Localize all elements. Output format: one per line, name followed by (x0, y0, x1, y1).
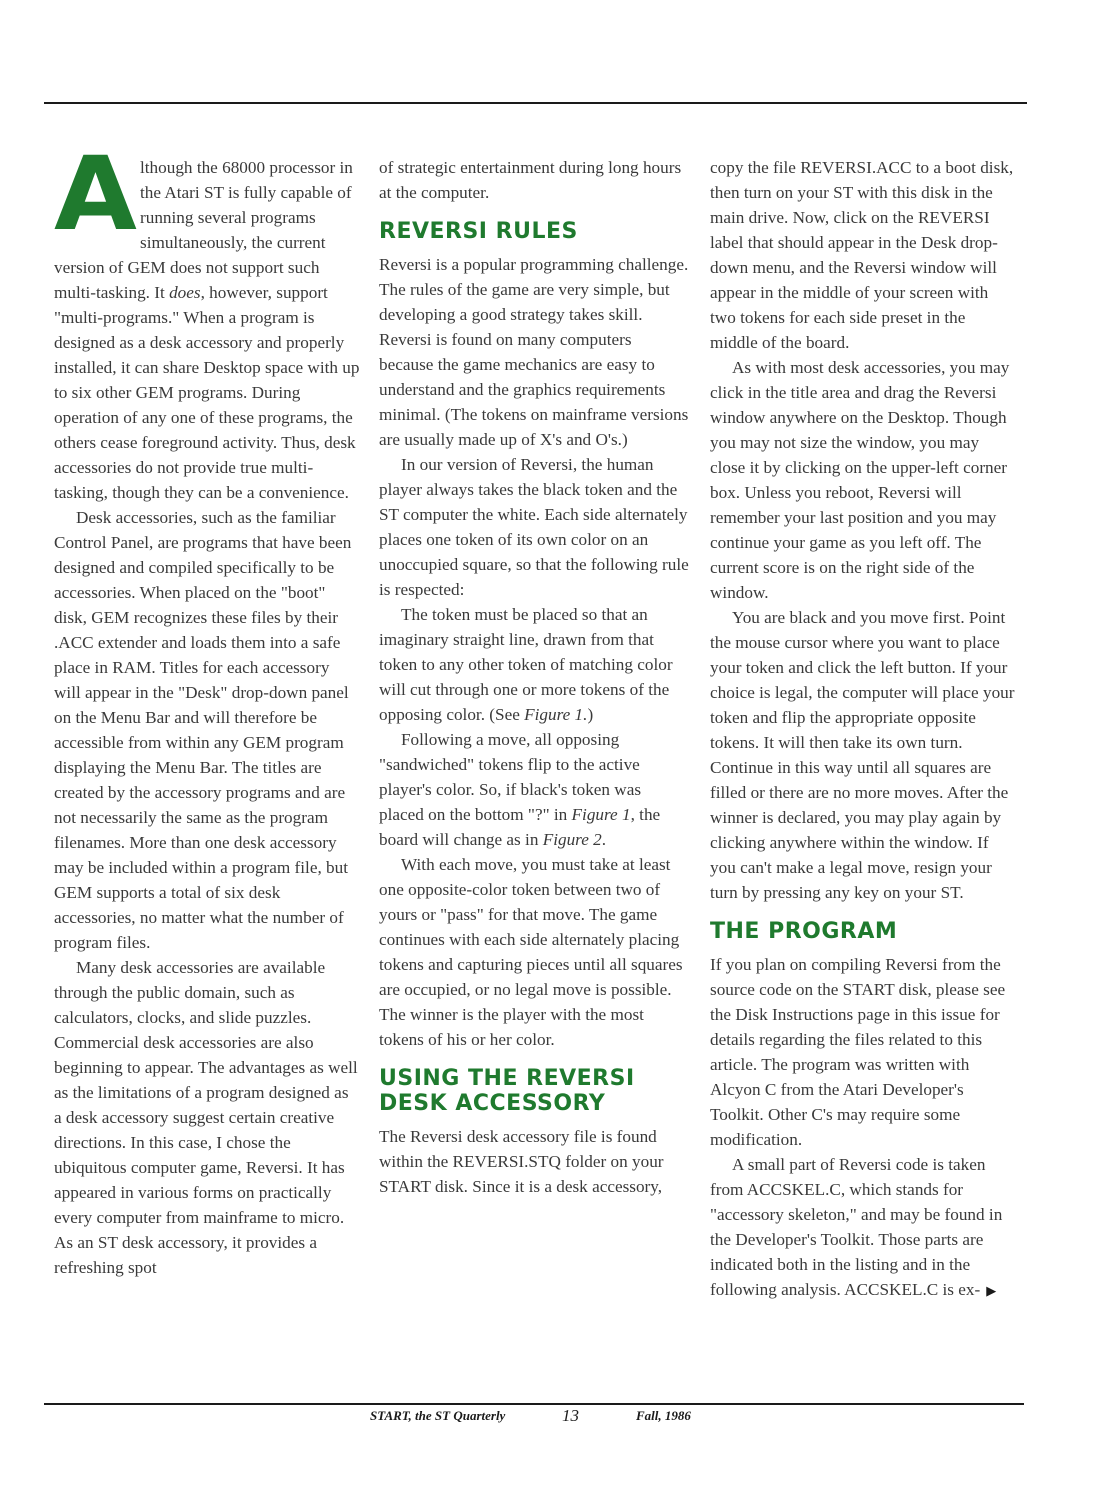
paragraph: The Reversi desk accessory file is found within the REVERSI.STQ folder on your START disk. Since it is a desk accessory, (379, 1127, 664, 1196)
paragraph: The token must be placed so that an imaginary straight line, drawn from that token to any other token of matching color will cut through one or more tokens of the opposing color. (See Figure 1.) (379, 605, 673, 724)
section-heading: THE PROGRAM (710, 919, 898, 944)
drop-cap: A (54, 135, 137, 254)
paragraph: You are black and you move first. Point the mouse cursor where you want to place your token and click the left button. If your choice is legal, the computer will place your token and flip the appropriate opposite tokens. It will then take its own turn. Continue in this way until all squares are filled or there are no more moves. After the winner is declared, you may play again by clicking anywhere within the window. If you can't make a legal move, resign your turn by pressing any key on your ST. (710, 608, 1015, 902)
continue-arrow-icon: ▶ (986, 1283, 997, 1298)
paragraph: copy the file REVERSI.ACC to a boot disk, then turn on your ST with this disk in the main drive. Now, click on the REVERSI label that should appear in the Desk drop-down menu, and the Reversi window will appear in the middle of your screen with two tokens for each side preset in the middle of the board. (710, 158, 1014, 352)
footer-publication: START, the ST Quarterly (370, 1408, 506, 1423)
paragraph: Desk accessories, such as the familiar Control Panel, are programs that have been designed and compiled specifically to be accessories. When placed on the "boot" disk, GEM recognizes these files by their .ACC extender and loads them into a safe place in RAM. Titles for each accessory will appear in the "Desk" drop-down panel on the Menu Bar and will therefore be accessible from within any GEM program displaying the Menu Bar. The titles are created by the accessory programs and are not necessarily the same as the program filenames. More than one desk accessory may be included within a program file, but GEM supports a total of six desk accessories, no matter what the number of program files. (54, 508, 352, 952)
section-heading: USING THE REVERSI DESK ACCESSORY (379, 1066, 635, 1116)
paragraph: Although the 68000 processor in the Atari ST is fully capable of running several programs simultaneously, the current version of GEM does not support such multi-tasking. It does, however, support "multi-programs." When a program is designed as a desk accessory and properly installed, it can share Desktop space with up to six other GEM programs. During operation of any one of these programs, the others cease foreground activity. Thus, desk accessories do not provide true multi-tasking, though they can be a convenience. (54, 135, 360, 502)
paragraph: of strategic entertainment during long hours at the computer. (379, 158, 682, 202)
paragraph: If you plan on compiling Reversi from the source code on the START disk, please see the Disk Instructions page in this issue for details regarding the files related to this article. The program was written with Alcyon C from the Atari Developer's Toolkit. Other C's may require some modification. (710, 955, 1006, 1149)
paragraph: Following a move, all opposing "sandwiched" tokens flip to the active player's color. So, if black's token was placed on the bottom "?" in Figure 1, the board will change as in Figure 2. (379, 730, 661, 849)
section-heading: REVERSI RULES (379, 219, 578, 244)
article-column-2 (379, 155, 689, 1199)
paragraph: A small part of Reversi code is taken from ACCSKEL.C, which stands for "accessory skeleton," and may be found in the Developer's Toolkit. Those parts are indicated both in the listing and in the following analysis. ACCSKEL.C is ex- ▶ (710, 1155, 1003, 1299)
top-rule (44, 102, 1027, 104)
paragraph: Reversi is a popular programming challenge. The rules of the game are very simple, but developing a good strategy takes skill. Reversi is found on many computers because the game mechanics are easy to understand and the graphics requirements minimal. (The tokens on mainframe versions are usually made up of X's and O's.) (379, 255, 689, 449)
paragraph: With each move, you must take at least one opposite-color token between two of yours or "pass" for that move. The game continues with each side alternately placing tokens and capturing pieces until all squares are occupied, or no legal move is possible. The winner is the player with the most tokens of his or her color. (379, 855, 683, 1049)
paragraph: As with most desk accessories, you may click in the title area and drag the Reversi window anywhere on the Desktop. Though you may not size the window, you may close it by clicking on the upper-left corner box. Unless you reboot, Reversi will remember your last position and you may continue your game as you left off. The current score is on the right side of the window. (710, 358, 1010, 602)
footer-page-number: 13 (562, 1406, 579, 1425)
article-column-3 (710, 155, 1016, 1303)
bottom-rule (44, 1403, 1024, 1405)
article-column-1 (54, 135, 360, 1280)
paragraph: Many desk accessories are available through the public domain, such as calculators, clocks, and slide puzzles. Commercial desk accessories are also beginning to appear. The advantages as well as the limitations of a program designed as a desk accessory suggest certain creative directions. In this case, I chose the ubiquitous computer game, Reversi. It has appeared in various forms on practically every computer from mainframe to micro. As an ST desk accessory, it provides a refreshing spot (54, 958, 358, 1277)
footer-date: Fall, 1986 (636, 1408, 691, 1423)
paragraph: In our version of Reversi, the human player always takes the black token and the ST computer the white. Each side alternately places one token of its own color on an unoccupied square, so that the following rule is respected: (379, 455, 689, 599)
